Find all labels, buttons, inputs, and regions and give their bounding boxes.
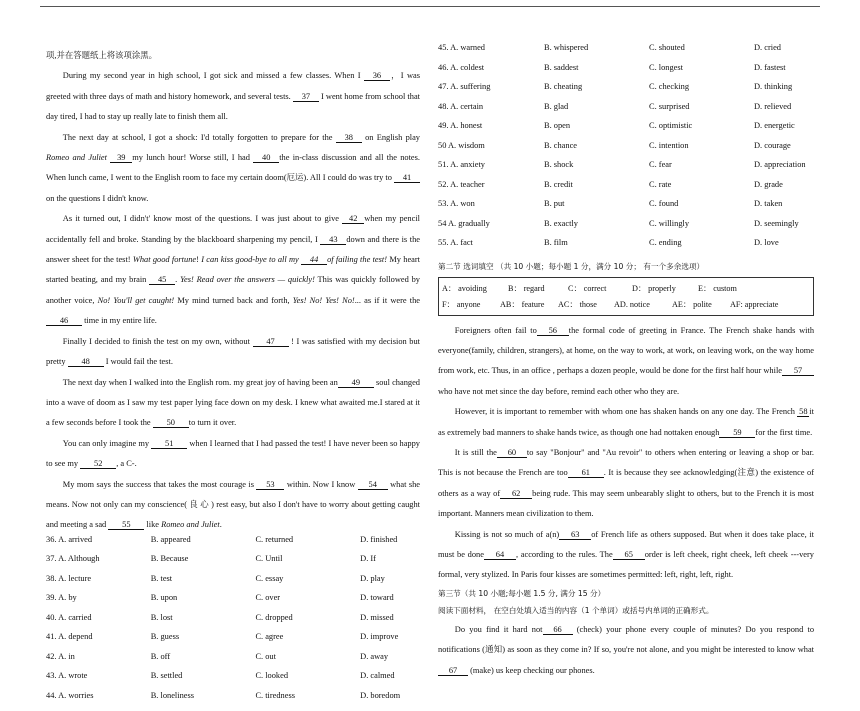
passage-3 [438,620,814,681]
question-options-row [46,653,420,673]
text-run: my lunch hour! Worse still, I had [132,153,254,163]
question-options-row [438,220,814,240]
option-choice[interactable]: B. test [150,573,173,583]
option-choice[interactable]: 45. A. warned [438,43,485,52]
option-choice[interactable]: 41. A. depend [46,632,93,642]
option-choice[interactable]: B. put [544,199,565,208]
text-run: it as extremely bad manners to shake hands twice, as though one had nottaken enough [438,407,814,437]
question-options-row [438,181,814,201]
text-run: the formal code of greeting in France. The French shake hands with everyone(family, children, strangers), at home, on the way to work, at work, on leaving work, on the way home from work, etc. Thus, in an office , perhaps a dozen people, would be done for the first half hour while [438,325,815,376]
text-run: on the questions I didn't know. [46,193,149,203]
option-choice[interactable]: C. willingly [649,218,690,228]
option-choice[interactable]: D. calmed [360,671,395,681]
passage-2 [438,321,814,586]
option-choice[interactable]: 40. A. carried [46,612,92,622]
text-run: Foreigners often fail to [454,325,537,335]
blank-53[interactable]: 53 [256,480,284,490]
text-run: ! I was satisfied with my decision but pretty [46,336,420,367]
text-run: ! [196,255,202,265]
text-run: I went home from school that day tired, I had to stay up really late to finish them all. [46,91,420,122]
option-choice[interactable]: D. fastest [754,62,786,72]
blank-63[interactable]: 63 [559,530,591,540]
option-choice[interactable]: 46. A. coldest [438,62,485,72]
blank-62[interactable]: 62 [500,489,532,499]
reading-passage [46,66,420,535]
option-choice[interactable]: B. credit [544,179,573,189]
option-choice[interactable]: D. toward [360,593,394,603]
text-run: ，I was greeted with three days of math and history homework, and several tests. [46,71,420,101]
paragraph [46,66,420,127]
paragraph [46,332,420,373]
cloze-options-right [438,44,814,259]
text-run: . It is because they see acknowledging(注意) the existence of others as a way of [438,468,814,498]
word-bank [438,277,814,316]
text-run: During my second year in high school, I got sick and missed a few classes. When I [62,71,364,81]
option-choice[interactable]: 36. A. arrived [46,534,93,544]
cloze-options-left [46,536,420,711]
text-run: within. Now I know [284,479,358,489]
text-run: soul changed into a wave of doom as I saw my test paper lying face down on my desk. I knew what awaited me.I stared at it a few seconds before I took the [46,377,420,428]
text-run: , a C-. [116,459,137,469]
blank-42[interactable]: 42 [342,214,364,224]
option-choice[interactable]: B. appeared [150,534,191,544]
text-run: time in my entire life. [82,316,157,326]
paragraph [438,321,814,403]
italic-text: Romeo and Juliet [161,520,220,530]
text-run: (check) your phone every couple of minutes? Do you respond to notifications (通知) as soon as they come in? If so, you're not alone, and you might be interested to know what [438,624,815,655]
blank-47[interactable]: 47 [253,337,289,347]
blank-58[interactable]: 58 [799,407,808,417]
text-run: (make) us keep checking our phones. [468,665,595,675]
question-options-row [438,44,814,64]
question-options-row [46,633,420,653]
option-choice[interactable]: B. open [544,121,571,130]
option-choice[interactable]: B. saddest [544,62,579,72]
text-run: on English play [361,132,420,142]
question-options-row [438,83,814,103]
text-run: The next day at school, I got a shock: I'd totally forgotten to prepare for the [62,132,336,142]
paragraph [438,525,814,586]
option-choice[interactable]: D. play [360,573,385,583]
option-choice[interactable]: 54 A. gradually [438,218,490,228]
option-choice[interactable]: C. ending [649,238,682,247]
option-choice[interactable]: C. Until [255,554,283,564]
blank-61[interactable]: 61 [568,468,604,478]
option-choice[interactable]: C. looked [255,671,289,681]
blank-56[interactable]: 56 [537,326,569,336]
text-run: As it turned out, I didn't' know most of the questions. I was just about to give [62,214,343,224]
option-choice[interactable]: C. intention [649,140,689,150]
paragraph [46,475,420,536]
intro-line: 项,并在答题纸上将该项涂黑。 [46,51,157,60]
text-run: down and there is the answer sheet for the test! [46,234,420,265]
header-rule [40,6,820,7]
option-choice[interactable]: D. If [360,554,376,564]
question-options-row [46,536,420,556]
text-run: Kissing is not so much of a(n) [454,529,560,539]
blank-60[interactable]: 60 [497,448,527,458]
text-run: However, it is important to remember with whom one has shaken hands on any one day. The French [454,407,798,417]
blank-55[interactable]: 55 [108,520,144,530]
italic-text: I can kiss good-bye to all my [201,255,302,265]
option-choice[interactable]: D. cried [754,43,781,52]
question-options-row [46,692,420,711]
option-choice[interactable]: B. chance [544,140,578,150]
text-run: Finally I decided to finish the test on my own, without [62,336,253,346]
section2-heading: 第二节 选词填空 （共 10 小题；每小题 1 分，满分 10 分； 有一个多余选项） [438,261,705,271]
word-bank-item: C： correct [568,283,607,293]
text-run: when I learned that I had passed the test! I have never been so happy to see my [46,438,420,469]
text-run: Do you find it hard not [454,624,543,634]
option-choice[interactable]: C. out [255,651,276,661]
blank-37[interactable]: 37 [293,92,319,102]
blank-40[interactable]: 40 [253,153,279,163]
word-bank-item: AE： polite [672,299,712,309]
option-choice[interactable]: 50 A. wisdom [438,140,485,150]
option-choice[interactable]: C. essay [255,573,284,583]
option-choice[interactable]: C. dropped [255,612,293,622]
option-choice[interactable]: D. relieved [754,101,792,111]
paragraph [438,443,814,525]
paragraph [46,373,420,434]
option-choice[interactable]: 38. A. lecture [46,573,92,583]
section3-instructions: 阅读下面材料， 在空白处填入适当的内容（1 个单词）或括号内单词的正确形式。 [438,605,714,615]
text-run: . [219,520,222,530]
option-choice[interactable]: B. loneliness [150,690,194,700]
word-bank-item: AF: appreciate [730,299,779,309]
question-options-row [438,122,814,142]
blank-49[interactable]: 49 [338,378,374,388]
blank-66[interactable]: 66 [543,625,573,635]
blank-45[interactable]: 45 [149,275,175,285]
blank-43[interactable]: 43 [320,235,346,245]
option-choice[interactable]: B. glad [544,101,569,111]
option-choice[interactable]: D. seemingly [754,218,799,228]
question-options-row [46,672,420,692]
question-options-row [46,614,420,634]
option-choice[interactable]: C. surprised [649,101,690,111]
question-options-row [438,200,814,220]
text-run: order is left cheek, right cheek, left cheek ---very formal, very stylized. In Paris four kisses are sometimes permitted: left, right, left, right. [438,549,814,580]
text-run: My heart started beating, and my brain [46,255,420,285]
text-run: to turn it over. [188,418,237,428]
option-choice[interactable]: 51. A. anxiety [438,160,485,169]
text-run: You can only imagine my [62,438,152,448]
option-choice[interactable]: D. taken [754,199,783,208]
text-run: of French life as others supposed. But when it does take place, it must be done [438,529,814,559]
blank-46[interactable]: 46 [46,316,82,326]
paragraph [46,128,420,210]
italic-text: Romeo and Juliet [46,153,107,163]
word-bank-row [442,281,810,297]
word-bank-item: F： anyone [442,299,481,309]
italic-text: Yes! No! Yes! No! [292,295,355,305]
blank-39[interactable]: 39 [110,153,132,163]
text-run: It is still the [454,447,497,457]
option-choice[interactable]: D. love [754,238,779,247]
option-choice[interactable]: C. longest [649,62,683,72]
text-run: like [144,520,162,530]
option-choice[interactable]: B. whispered [544,43,589,52]
option-choice[interactable]: D. finished [360,534,398,544]
question-options-row [438,239,814,259]
text-run: I would fail the test. [103,357,173,367]
blank-54[interactable]: 54 [358,480,388,490]
option-choice[interactable]: C. shouted [649,43,685,52]
text-run: for the first time. [755,427,813,437]
text-run: . [175,275,181,285]
question-options-row [438,103,814,123]
text-run: My mom says the success that takes the most courage is [62,479,257,489]
question-options-row [46,594,420,614]
word-bank-item: E： custom [698,283,737,293]
option-choice[interactable]: C. checking [649,82,690,91]
option-choice[interactable]: C. found [649,199,679,208]
option-choice[interactable]: 42. A. in [46,651,75,661]
text-run: when my pencil accidentally fell and broke. Standing by the blackboard sharpening my pencil, I [46,214,420,244]
italic-text: No! You'll get caught! [97,295,175,305]
text-run: My mind turned back and forth, [174,295,293,305]
question-options-row [438,142,814,162]
word-bank-item: AB： feature [500,299,545,309]
word-bank-item: D： properly [632,283,676,293]
blank-65[interactable]: 65 [613,550,645,560]
blank-41[interactable]: 41 [394,173,420,183]
option-choice[interactable]: D. thinking [754,82,793,91]
word-bank-item: AC： those [558,299,597,309]
question-options-row [438,64,814,84]
blank-44[interactable]: 44 [301,255,327,265]
word-bank-item: AD. notice [614,299,650,309]
text-run: the in-class discussion and all the notes. When lunch came, I went to the English room to face my certain doom(厄运). All I could do was try to [46,153,421,183]
blank-57[interactable]: 57 [782,366,814,376]
option-choice[interactable]: B. shock [544,160,574,169]
option-choice[interactable]: D. appreciation [754,160,806,169]
option-choice[interactable]: 53. A. won [438,199,475,208]
word-bank-item: A： avoiding [442,283,487,293]
option-choice[interactable]: B. cheating [544,82,583,91]
blank-50[interactable]: 50 [153,418,189,428]
blank-48[interactable]: 48 [68,357,104,367]
italic-text: What good fortune [132,255,197,265]
option-choice[interactable]: 55. A. fact [438,238,473,247]
option-choice[interactable]: B. off [150,651,171,661]
word-bank-row [442,297,810,313]
option-choice[interactable]: D. courage [754,140,791,150]
option-choice[interactable]: D. energetic [754,121,795,130]
text-run: what she means. Now not only can my conscience( 良 心 ) rest easy, but also I don't have to worry about getting caught and meeting a sad [46,479,421,530]
right-column [438,44,814,681]
blank-52[interactable]: 52 [80,459,116,469]
text-run: This was quickly followed by another voice, [46,275,420,305]
option-choice[interactable]: B. exactly [544,218,578,228]
section3-heading: 第三节（共 10 小题;每小题 1.5 分, 满分 15 分） [438,588,606,598]
option-choice[interactable]: C. rate [649,179,672,189]
blank-59[interactable]: 59 [719,428,755,438]
option-choice[interactable]: 47. A. suffering [438,82,491,91]
option-choice[interactable]: C. tiredness [255,690,295,700]
italic-text: Yes! Read over the answers — quickly! [180,275,315,285]
text-run: to say "Bonjour" and "Au revoir" to others when entering or leaving a shop or bar. This is not because the French are too [438,447,814,478]
option-choice[interactable]: 44. A. worries [46,690,94,700]
option-choice[interactable]: 39. A. by [46,593,77,603]
option-choice[interactable]: C. returned [255,534,294,544]
paragraph [438,402,814,443]
option-choice[interactable]: 43. A. wrote [46,671,88,681]
paragraph [46,209,420,331]
option-choice[interactable]: D. improve [360,632,399,642]
option-choice[interactable]: D. grade [754,179,783,189]
blank-38[interactable]: 38 [336,133,362,143]
blank-51[interactable]: 51 [151,439,187,449]
paragraph [46,434,420,475]
left-column [46,46,420,711]
option-choice[interactable]: C. fear [649,160,672,169]
option-choice[interactable]: B. lost [150,612,173,622]
italic-text: of failing the test! [327,255,388,265]
option-choice[interactable]: B. upon [150,593,178,603]
question-options-row [438,161,814,181]
text-run: being rude. This may seem unbearably slight to others, but to the French it is most important. Manners mean civilization to them. [438,488,815,519]
option-choice[interactable]: B. settled [150,671,183,681]
option-choice[interactable]: C. over [255,593,281,603]
text-run: ... as if it were the [354,295,420,305]
text-run: , according to the rules. The [515,549,613,559]
question-options-row [46,575,420,595]
option-choice[interactable]: 37. A. Although [46,554,100,564]
blank-64[interactable]: 64 [484,550,516,560]
option-choice[interactable]: D. missed [360,612,394,622]
text-run: The next day when I walked into the English rom. my great joy of having been an [62,377,338,387]
option-choice[interactable]: 48. A. certain [438,101,484,111]
option-choice[interactable]: B. Because [150,554,189,564]
option-choice[interactable]: D. boredom [360,690,401,700]
word-bank-item: B： regard [508,283,545,293]
option-choice[interactable]: 52. A. teacher [438,179,485,189]
option-choice[interactable]: C. optimistic [649,121,693,130]
option-choice[interactable]: 49. A. honest [438,121,483,130]
option-choice[interactable]: B. film [544,238,568,247]
option-choice[interactable]: C. agree [255,632,284,642]
option-choice[interactable]: D. away [360,651,389,661]
blank-67[interactable]: 67 [438,666,468,676]
option-choice[interactable]: B. guess [150,632,180,642]
text-run: who have not met since the day before, remind each other who they are. [438,386,680,396]
question-options-row [46,555,420,575]
blank-36[interactable]: 36 [364,71,390,81]
